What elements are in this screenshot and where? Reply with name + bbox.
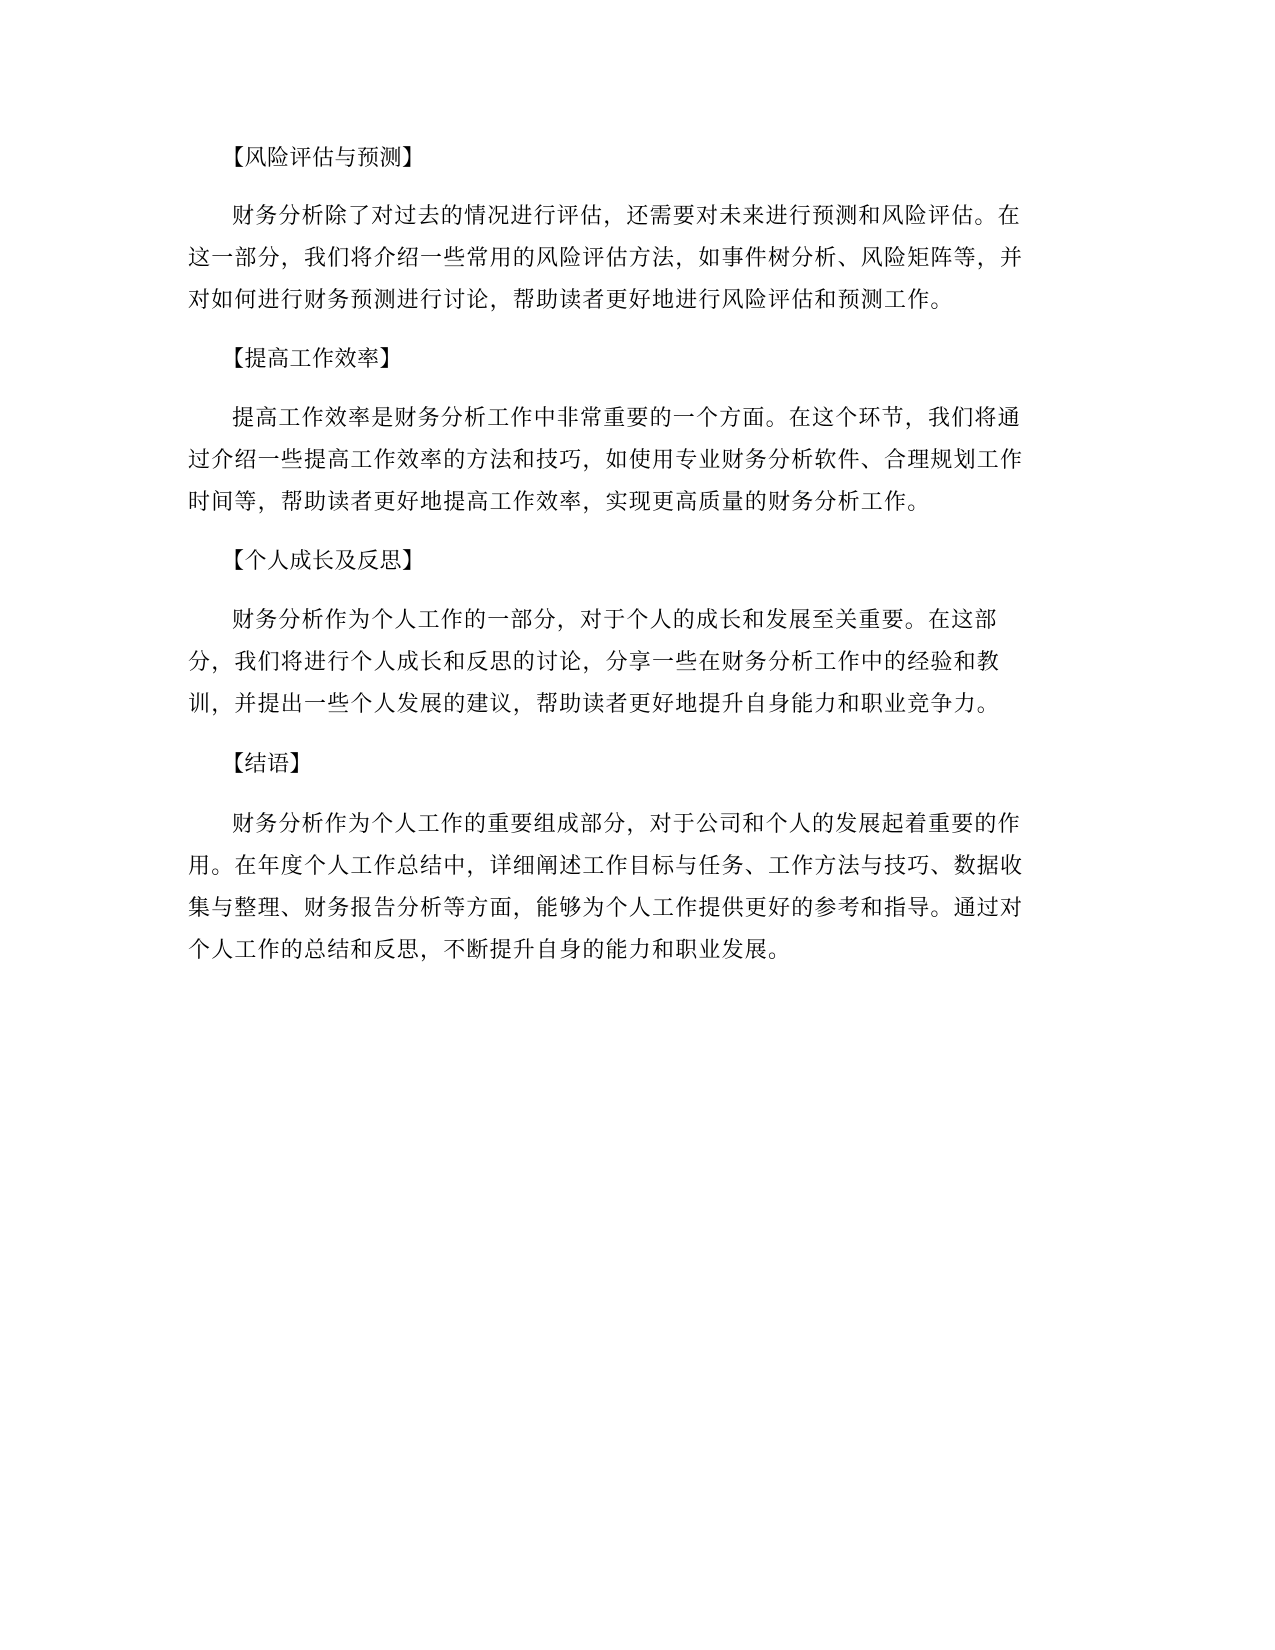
paragraph-line: 用。在年度个人工作总结中，详细阐述工作目标与任务、工作方法与技巧、数据收 [188,854,1024,879]
section-paragraph-growth-reflection [188,600,1086,726]
paragraph-line: 分，我们将进行个人成长和反思的讨论，分享一些在财务分析工作中的经验和教 [188,650,1001,675]
paragraph-line: 过介绍一些提高工作效率的方法和技巧，如使用专业财务分析软件、合理规划工作 [188,448,1024,473]
section-heading-efficiency: 【提高工作效率】 [222,347,403,372]
paragraph-line: 集与整理、财务报告分析等方面，能够为个人工作提供更好的参考和指导。通过对 [188,896,1024,921]
section-heading-conclusion: 【结语】 [222,752,313,777]
paragraph-line: 对如何进行财务预测进行讨论，帮助读者更好地进行风险评估和预测工作。 [188,288,954,313]
paragraph-line: 个人工作的总结和反思，不断提升自身的能力和职业发展。 [188,938,792,963]
paragraph-line: 训，并提出一些个人发展的建议，帮助读者更好地提升自身能力和职业竞争力。 [188,692,1001,717]
paragraph-line: 时间等，帮助读者更好地提高工作效率，实现更高质量的财务分析工作。 [188,490,931,515]
paragraph-line: 财务分析作为个人工作的一部分，对于个人的成长和发展至关重要。在这部 [232,608,998,633]
paragraph-line: 这一部分，我们将介绍一些常用的风险评估方法，如事件树分析、风险矩阵等，并 [188,246,1024,271]
paragraph-line: 财务分析作为个人工作的重要组成部分，对于公司和个人的发展起着重要的作 [232,812,1021,837]
section-paragraph-efficiency [188,398,1086,524]
paragraph-line: 财务分析除了对过去的情况进行评估，还需要对未来进行预测和风险评估。在 [232,204,1021,229]
section-paragraph-conclusion [188,804,1086,972]
section-heading-growth-reflection: 【个人成长及反思】 [222,549,425,574]
section-paragraph-risk-assessment [188,196,1086,322]
section-heading-risk-assessment: 【风险评估与预测】 [222,146,425,171]
paragraph-line: 提高工作效率是财务分析工作中非常重要的一个方面。在这个环节，我们将通 [232,406,1021,431]
